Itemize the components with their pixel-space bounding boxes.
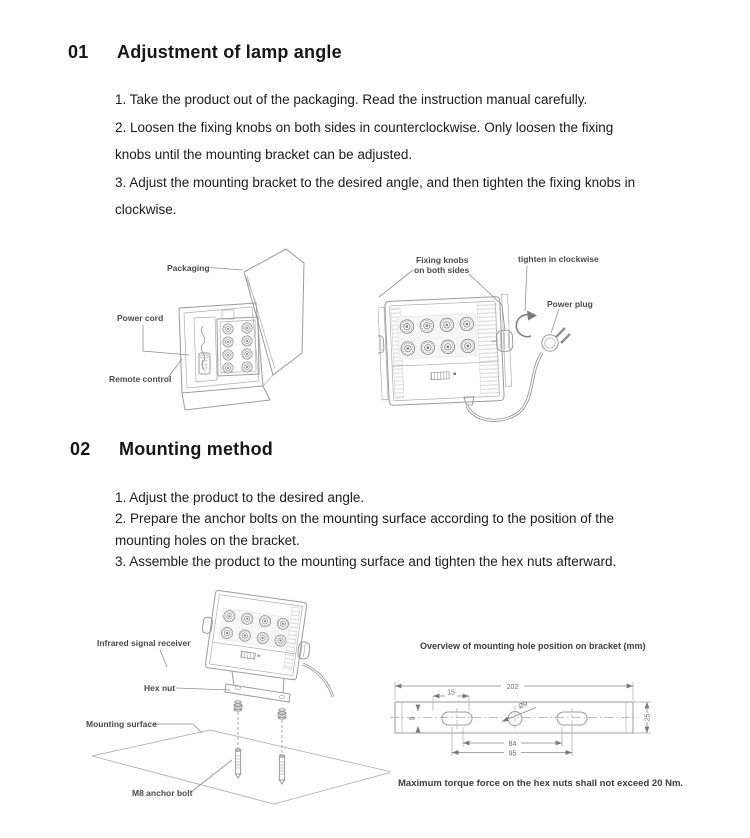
packaging-label: Packaging (167, 263, 210, 273)
power-cord (303, 664, 333, 697)
anchor-bolt-label: M8 anchor bolt (132, 788, 193, 798)
packaging-diagram (100, 240, 390, 425)
flood-light (378, 294, 515, 409)
instruction-line: clockwise. (115, 202, 177, 218)
power-cord-label: Power cord (117, 313, 164, 323)
remote-control-label: Remote control (109, 374, 172, 384)
power-plug (542, 328, 570, 351)
instruction-line: 1. Adjust the product to the desired angle. (115, 490, 365, 505)
clockwise-arrow-icon (516, 311, 537, 337)
mounting-surface-label: Mounting surface (86, 719, 157, 729)
fixing-knobs-label2: on both sides (414, 265, 470, 275)
mounting-bracket (225, 671, 290, 702)
anchor-bolt (235, 749, 240, 778)
bracket-caption: Overview of mounting hole position on bracket (mm) (420, 641, 646, 651)
flood-light-in-box (217, 310, 259, 376)
instruction-line: 3. Adjust the mounting bracket to the desired angle, and then tighten the fixing knobs in (115, 174, 636, 190)
fixing-knob-right (297, 641, 310, 659)
section1-heading (68, 42, 342, 62)
spec-label (431, 372, 449, 380)
dimension-lines (395, 683, 647, 753)
tighten-label: tighten in clockwise (518, 254, 599, 264)
right-fin-rail (477, 301, 499, 394)
dim-15: 15 (447, 689, 455, 697)
mounting-diagram (60, 580, 390, 830)
power-plug-label: Power plug (547, 299, 593, 309)
ir-receiver-dot (258, 655, 260, 657)
fixing-knob-left (378, 336, 384, 353)
bracket-body (390, 702, 638, 733)
flood-light (197, 589, 316, 681)
ir-receiver-dot (453, 372, 456, 375)
dim-84: 84 (508, 740, 517, 748)
dim-95: 95 (508, 750, 517, 758)
anchor-bolt (279, 755, 284, 784)
hex-nut (278, 709, 286, 719)
fixing-knobs-label: Fixing knobs (416, 255, 469, 265)
ir-receiver-label: Infrared signal receiver (97, 638, 191, 648)
section2-title: Mounting method (119, 439, 273, 459)
bracket-dimension-drawing (390, 655, 700, 770)
dim-202: 202 (506, 683, 519, 691)
spec-label (241, 651, 256, 659)
section1-instructions (115, 86, 635, 224)
section1-title: Adjustment of lamp angle (117, 42, 342, 62)
instruction-line: 2. Loosen the fixing knobs on both sides in counterclockwise. Only loosen the fixing (115, 119, 614, 135)
dim-9: 9 (409, 716, 417, 721)
cable-gland (464, 397, 474, 405)
torque-note: Maximum torque force on the hex nuts shall not exceed 20 Nm. (398, 778, 684, 789)
hex-nut (234, 701, 242, 711)
instruction-line: 1. Take the product out of the packaging. Read the instruction manual carefully. (115, 92, 588, 107)
extension-lines (395, 682, 651, 757)
instruction-line: 2. Prepare the anchor bolts on the mounting surface according to the position of the (115, 511, 615, 527)
section2-number: 02 (70, 439, 91, 459)
lamp-adjustment-diagram (378, 245, 680, 430)
instruction-line: knobs until the mounting bracket can be adjusted. (115, 147, 413, 163)
dim-25: 25 (644, 713, 652, 722)
section1-number: 01 (68, 42, 89, 62)
box-contents (194, 310, 259, 382)
packaging-box (179, 249, 304, 410)
dim-hole: Ø9 (517, 700, 529, 711)
section2-heading (70, 439, 273, 459)
hex-nut-label: Hex nut (144, 683, 176, 693)
instruction-line: mounting holes on the bracket. (115, 532, 300, 548)
instruction-line: 3. Assemble the product to the mounting surface and tighten the hex nuts afterward. (115, 553, 617, 569)
section2-instructions (115, 487, 616, 572)
